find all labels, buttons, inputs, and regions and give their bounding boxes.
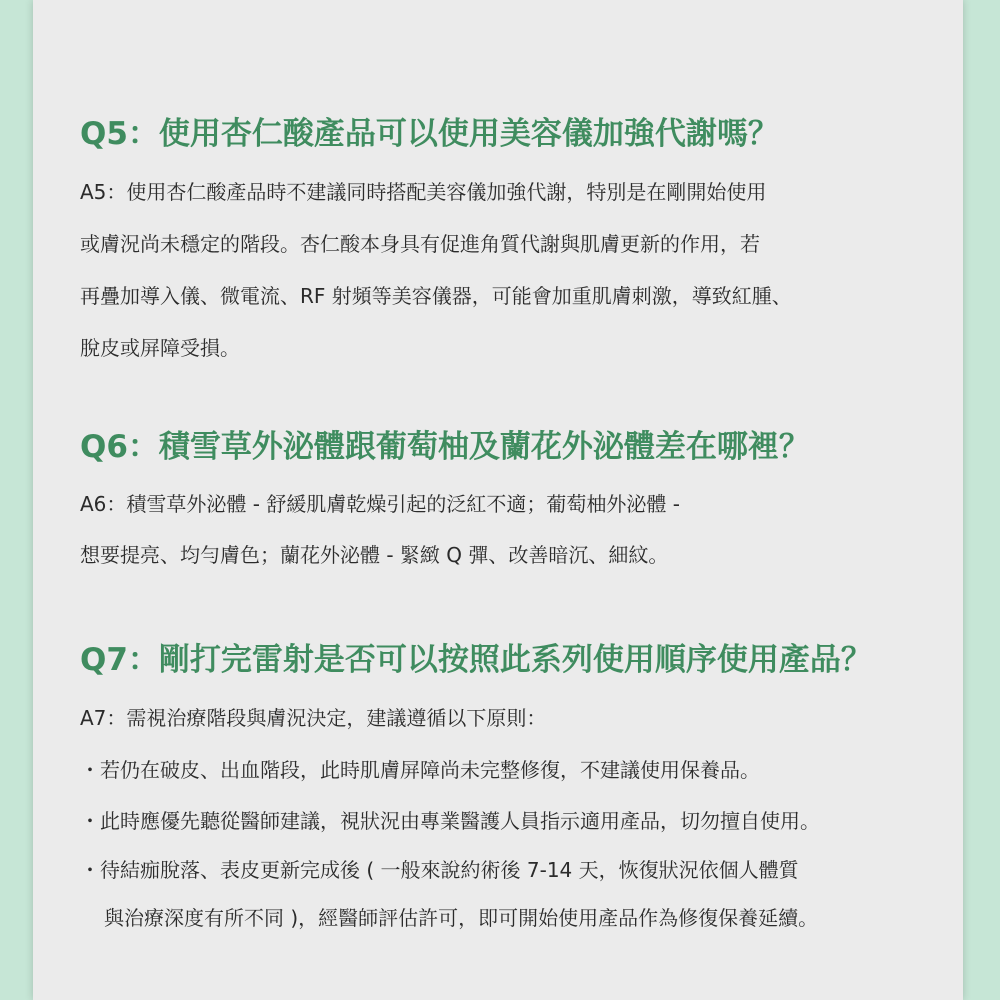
- q7-bullet-3-continuation: 與治療深度有所不同 )，經醫師評估許可，即可開始使用產品作為修復保養延續。: [104, 906, 819, 930]
- q7-question: Q7：剛打完雷射是否可以按照此系列使用順序使用產品？: [80, 642, 872, 678]
- q7-bullet-3: ・待結痂脫落、表皮更新完成後 ( 一般來說約術後 7-14 天，恢復狀況依個人體質: [80, 858, 799, 882]
- q5-answer-line-4: 脫皮或屏障受損。: [80, 336, 240, 360]
- q7-bullet-2: ・此時應優先聽從醫師建議，視狀況由專業醫護人員指示適用產品，切勿擅自使用。: [80, 809, 820, 833]
- q5-answer-line-3: 再疊加導入儀、微電流、RF 射頻等美容儀器，可能會加重肌膚刺激，導致紅腫、: [80, 284, 792, 308]
- q5-answer-line-1: A5：使用杏仁酸產品時不建議同時搭配美容儀加強代謝，特別是在剛開始使用: [80, 180, 767, 204]
- q5-answer-line-2: 或膚況尚未穩定的階段。杏仁酸本身具有促進角質代謝與肌膚更新的作用，若: [80, 232, 760, 256]
- q7-bullet-1: ・若仍在破皮、出血階段，此時肌膚屏障尚未完整修復，不建議使用保養品。: [80, 758, 760, 782]
- q7-answer-intro: A7：需視治療階段與膚況決定，建議遵循以下原則：: [80, 706, 547, 730]
- q6-question: Q6：積雪草外泌體跟葡萄柚及蘭花外泌體差在哪裡？: [80, 429, 810, 465]
- q5-question: Q5：使用杏仁酸產品可以使用美容儀加強代謝嗎？: [80, 116, 779, 152]
- q6-answer-line-2: 想要提亮、均勻膚色；蘭花外泌體 - 緊緻 Q 彈、改善暗沉、細紋。: [80, 543, 669, 567]
- q6-answer-line-1: A6：積雪草外泌體 - 舒緩肌膚乾燥引起的泛紅不適；葡萄柚外泌體 -: [80, 492, 680, 516]
